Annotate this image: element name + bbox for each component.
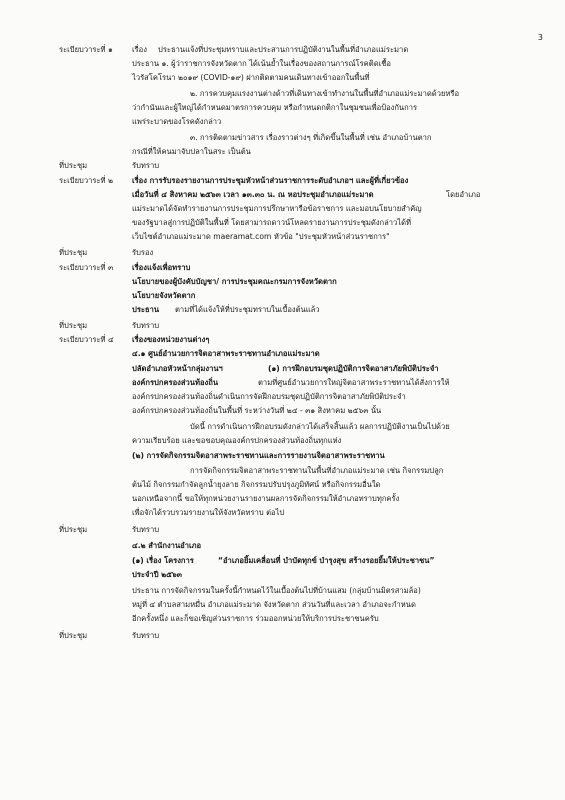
meeting-result: รับทราบ — [132, 161, 160, 170]
meeting-result: รับรอง — [132, 248, 154, 257]
sub2-line: ต้นไม้ กิจกรรมกำจัดลูกน้ำยุงลาย กิจกรรมปรับปรุงภูมิทัศน์ หรือกิจกรรมอื่นใด — [132, 480, 381, 489]
project-line: หมู่ที่ ๔ ตำบลสามหมื่น อำเภอแม่ระมาด จังหวัดตาก ส่วนวันที่และเวลา อำเภอจะกำหนด — [132, 600, 416, 609]
sub1-title: (๑) การฝึกอบรมชุดปฏิบัติการจิตอาสาภัยพิบัติประจำ — [268, 364, 439, 373]
page-number: 3 — [537, 33, 543, 42]
sub1-title: องค์กรปกครองส่วนท้องถิ่น — [132, 378, 219, 387]
sub1-line: บัดนี้ การดำเนินการฝึกอบรมดังกล่าวได้เสร็จสิ้นแล้ว ผลการปฏิบัติงานเป็นไปด้วย — [190, 422, 450, 431]
sub1-line: องค์กรปกครองส่วนท้องถิ่นในพื้นที่ ระหว่างวันที่ ๒๔ - ๓๑ สิงหาคม ๒๕๖๓ นั้น — [132, 406, 382, 415]
meeting-result: รับทราบ — [132, 525, 160, 534]
agenda-1-title-prefix: เรื่อง — [132, 45, 147, 54]
meeting-result: รับทราบ — [132, 321, 160, 330]
agenda-1-title: ประธานแจ้งที่ประชุมทราบและประสานการปฏิบัติงานในพื้นที่อำเภอแม่ระมาด — [158, 45, 409, 54]
sub2-line: เพื่อจักได้รวบรวมรายงานให้จังหวัดทราบ ต่อไป — [132, 508, 285, 517]
agenda-1-line: กรณีที่ให้คนมาจับปลาในสระ เป็นต้น — [132, 147, 251, 156]
agenda-3-policy-1: นโยบายของผู้บังคับบัญชา/ การประชุมคณะกรมการจังหวัดตาก — [132, 277, 337, 286]
meeting-label: ที่ประชุม — [59, 525, 88, 534]
agenda-3-chair-text: ตามที่ได้แจ้งให้ที่ประชุมทราบในเบื้องต้นแล้ว — [175, 305, 320, 314]
section-4-2-heading: ๔.๒ สำนักงานอำเภอ — [132, 541, 202, 550]
sub2-title: (๒) การจัดกิจกรรมจิตอาสาพระราชทานและการรายงานจิตอาสาพระราชทาน — [132, 451, 385, 460]
agenda-1-line: ประธาน ๑. ผู้ว่าราชการจังหวัดตาก ได้เน้นย้ำในเรื่องของสถานการณ์โรคติดเชื้อ — [132, 59, 391, 68]
sub2-line: นอกเหนือจากนี้ ขอให้ทุกหน่วยงานรายงานผลการจัดกิจกรรมให้อำเภอทราบทุกครั้ง — [132, 494, 400, 503]
agenda-2-line: เว็บไซต์อำเภอแม่ระมาด maeramat.com หัวข้อ "ประชุมหัวหน้าส่วนราชการ" — [132, 232, 390, 241]
section-4-1-heading: ๔.๑ ศูนย์อำนวยการจิตอาสาพระราชทานอำเภอแม่ระมาด — [132, 349, 320, 358]
meeting-label: ที่ประชุม — [59, 631, 88, 640]
agenda-3-label: ระเบียบวาระที่ ๓ — [59, 263, 114, 272]
meeting-result: รับทราบ — [132, 631, 160, 640]
agenda-4-label: ระเบียบวาระที่ ๔ — [59, 335, 114, 344]
sub1-prefix: ปลัดอำเภอหัวหน้ากลุ่มงานฯ — [132, 364, 223, 373]
agenda-2-title: เมื่อวันที่ ๔ สิงหาคม ๒๕๖๓ เวลา ๑๓.๓๐ น. ณ หอประชุมอำเภอแม่ระมาด — [132, 190, 374, 199]
agenda-2-title-tail: โดยอำเภอ — [446, 190, 481, 199]
sub1-line: องค์กรปกครองส่วนท้องถิ่นดำเนินการจัดฝึกอบรมชุดปฏิบัติการจิตอาสาภัยพิบัติประจำ — [132, 392, 406, 401]
agenda-3-title: เรื่องแจ้งเพื่อทราบ — [132, 263, 191, 272]
project-prefix: (๑) เรื่อง โครงการ — [132, 556, 194, 565]
agenda-3-policy-2: นโยบายจังหวัดตาก — [132, 291, 196, 300]
agenda-2-label: ระเบียบวาระที่ ๒ — [59, 176, 113, 185]
agenda-2-line: ของรัฐบาลสู่การปฏิบัติในพื้นที่ โดยสามารถดาวน์โหลดรายงานการประชุมดังกล่าวได้ที่ — [132, 218, 412, 227]
agenda-1-line: ไวรัสโคโรนา ๒๐๑๙ (COVID-๑๙) ฝากติดตามคนเดินทางเข้าออกในพื้นที่ — [132, 73, 370, 82]
meeting-label: ที่ประชุม — [59, 248, 88, 257]
agenda-3-chair-prefix: ประธาน — [132, 305, 160, 314]
project-line: อีกครั้งหนึ่ง และก็ขอเชิญส่วนราชการ ร่วมออกหน่วยให้บริการประชาชนครับ — [132, 614, 379, 623]
agenda-2-line: แม่ระมาดได้จัดทำรายงานการประชุมการปรึกษาหารือข้อราชการ และมอบนโยบายสำคัญ — [132, 204, 422, 213]
agenda-1-line: แพร่ระบาดของโรคดังกล่าว — [132, 117, 222, 126]
sub1-text: ตามที่ศูนย์อำนวยการใหญ่จิตอาสาพระราชทานได้สั่งการให้ — [258, 378, 450, 387]
agenda-1-line: ๒. การควบคุมแรงงานต่างด้าวที่เดินทางเข้าทำงานในพื้นที่อำเภอแม่ระมาดด้วยหรือ — [190, 89, 460, 98]
sub1-line: ความเรียบร้อย และขอขอบคุณองค์กรปกครองส่วนท้องถิ่นทุกแห่ง — [132, 436, 342, 445]
project-title: “อำเภอยิ้มเคลื่อนที่ บำบัดทุกข์ บำรุงสุข สร้างรอยยิ้มให้ประชาชน” — [218, 556, 435, 565]
agenda-1-line: ๓. การติดตามข่าวสาร เรื่องราวต่างๆ ที่เกิดขึ้นในพื้นที่ เช่น อำเภอบ้านตาก — [190, 133, 432, 142]
agenda-1-label: ระเบียบวาระที่ ๑ — [59, 45, 113, 54]
meeting-label: ที่ประชุม — [59, 321, 88, 330]
sub2-line: การจัดกิจกรรมจิตอาสาพระราชทานในพื้นที่อำเภอแม่ระมาด เช่น กิจกรรมปลูก — [190, 466, 444, 475]
agenda-2-title: เรื่อง การรับรองรายงานการประชุมหัวหน้าส่วนราชการระดับอำเภอฯ และผู้ที่เกี่ยวข้อง — [132, 176, 409, 185]
project-line: ประธาน การจัดกิจกรรมในครั้งนี้กำหนดไว้ในเบื้องต้นไปที่บ้านแสม (กลุ่มบ้านมิตรสามล้อ) — [132, 586, 421, 595]
meeting-label: ที่ประชุม — [59, 161, 88, 170]
agenda-1-line: ว่ากำนันและผู้ใหญ่ได้กำหนดมาตรการควบคุม หรือกำหนดกติกาในชุมชนเพื่อป้องกันการ — [132, 103, 418, 112]
project-year: ประจำปี ๒๕๖๓ — [132, 570, 182, 579]
agenda-4-title: เรื่องของหน่วยงานต่างๆ — [132, 335, 210, 344]
